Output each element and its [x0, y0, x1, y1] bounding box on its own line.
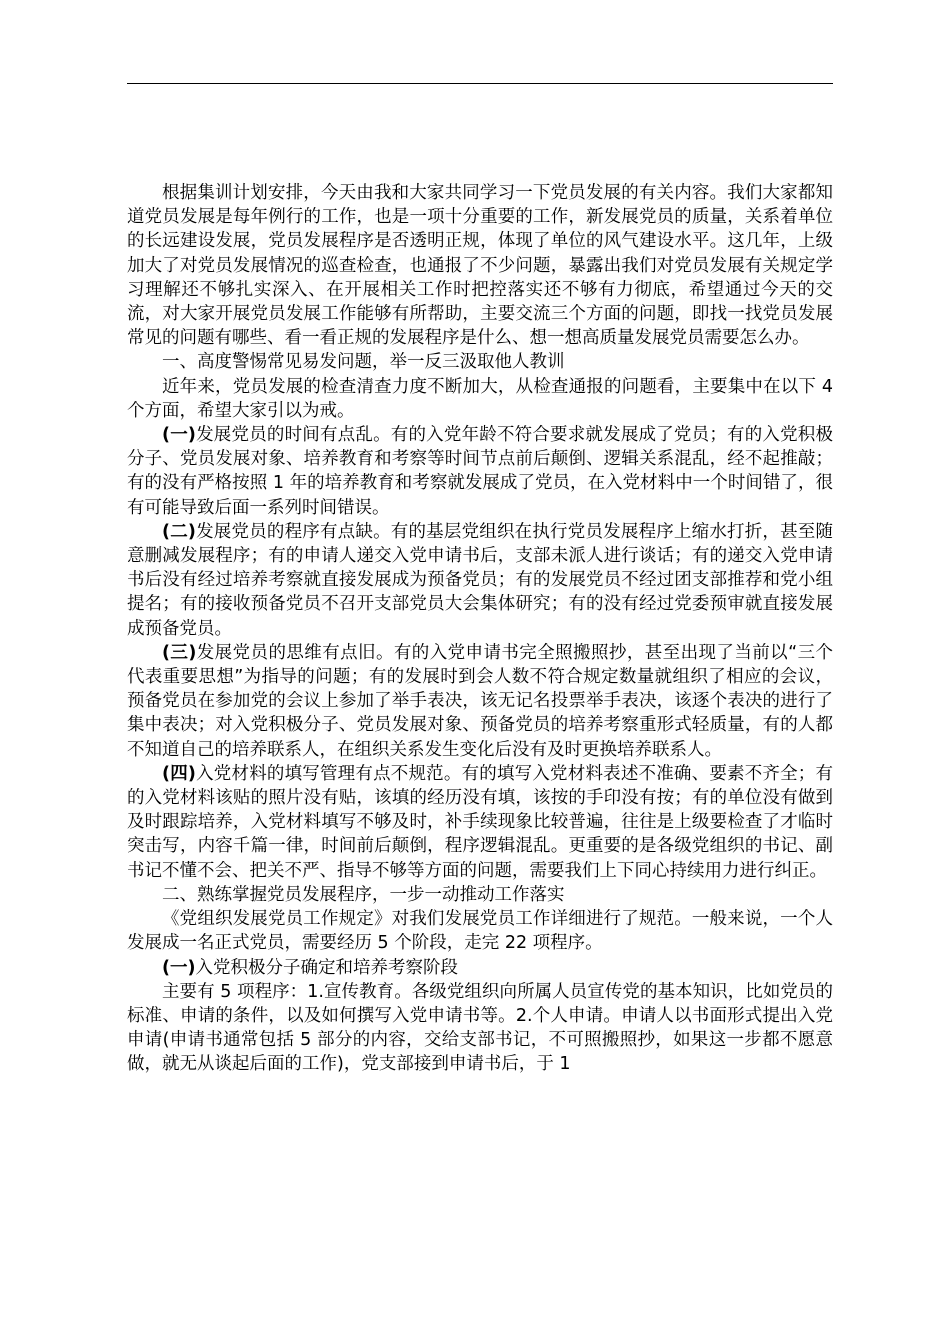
stage-1-number: (一)	[162, 957, 196, 978]
stage-1-body-paragraph: 主要有 5 项程序：1.宣传教育。各级党组织向所属人员宣传党的基本知识，比如党员的标准、申请的条件，以及如何撰写入党申请书等。2.个人申请。申请人以书面形式提出入党申请(申请书通常包括 5 部分的内容，交给支部书记，不可照搬照抄，如果这一步都不愿意做，就无从谈起后面的工作)，党支部接到申请书后，于 1	[127, 981, 833, 1075]
document-body	[127, 181, 833, 1077]
issue-2-paragraph	[127, 520, 833, 641]
stage-1-title: 入党积极分子确定和培养考察阶段	[195, 957, 458, 978]
issue-3-paragraph	[127, 641, 833, 762]
issue-2-text: 发展党员的程序有点缺。有的基层党组织在执行党员发展程序上缩水打折，甚至随意删减发展程序；有的申请人递交入党申请书后，支部未派人进行谈话；有的递交入党申请书后没有经过培养考察就直接发展成为预备党员；有的发展党员不经过团支部推荐和党小组提名；有的接收预备党员不召开支部党员大会集体研究；有的没有经过党委预审就直接发展成预备党员。	[127, 521, 834, 639]
issue-2-number: (二)	[162, 521, 196, 542]
issue-1-text: 发展党员的时间有点乱。有的入党年龄不符合要求就发展成了党员；有的入党积极分子、党员发展对象、培养教育和考察等时间节点前后颠倒、逻辑关系混乱，经不起推敲；有的没有严格按照 1 年的培养教育和考察就发展成了党员，在入党材料中一个时间错了，很有可能导致后面一系列时间错误。	[127, 425, 834, 518]
intro-paragraph: 根据集训计划安排，今天由我和大家共同学习一下党员发展的有关内容。我们大家都知道党员发展是每年例行的工作，也是一项十分重要的工作，新发展党员的质量，关系着单位的长远建设发展，党员发展程序是否透明正规，体现了单位的风气建设水平。这几年，上级加大了对党员发展情况的巡查检查，也通报了不少问题，暴露出我们对党员发展有关规定学习理解还不够扎实深入、在开展相关工作时把控落实还不够有力彻底，希望通过今天的交流，对大家开展党员发展工作能够有所帮助，主要交流三个方面的问题，即找一找党员发展常见的问题有哪些、看一看正规的发展程序是什么、想一想高质量发展党员需要怎么办。	[127, 183, 833, 349]
issue-4-text: 入党材料的填写管理有点不规范。有的填写入党材料表述不准确、要素不齐全；有的入党材料该贴的照片没有贴，该填的经历没有填，该按的手印没有按；有的单位没有做到及时跟踪培养，入党材料填写不够及时，补手续现象比较普遍，往往是上级要检查了才临时突击写，内容千篇一律，时间前后颠倒，程序逻辑混乱。更重要的是各级党组织的书记、副书记不懂不会、把关不严、指导不够等方面的问题，需要我们上下同心持续用力进行纠正。	[127, 763, 834, 881]
issue-4-paragraph	[127, 762, 833, 883]
section-1-lead-paragraph: 近年来，党员发展的检查清查力度不断加大，从检查通报的问题看，主要集中在以下 4 个方面，希望大家引以为戒。	[127, 376, 833, 421]
stage-1-heading	[127, 956, 833, 980]
header-rule	[127, 83, 833, 84]
issue-1-number: (一)	[162, 425, 196, 446]
issue-3-text: 发展党员的思维有点旧。有的入党申请书完全照搬照抄，甚至出现了当前以“三个代表重要思想”为指导的问题；有的发展时到会人数不符合规定数量就组织了相应的会议，预备党员在参加党的会议上参加了举手表决，该无记名投票举手表决，该逐个表决的进行了集中表决；对入党积极分子、党员发展对象、预备党员的培养考察重形式轻质量，有的人都不知道自己的培养联系人，在组织关系发生变化后没有及时更换培养联系人。	[127, 642, 833, 760]
section-2-lead-paragraph: 《党组织发展党员工作规定》对我们发展党员工作详细进行了规范。一般来说，一个人发展成一名正式党员，需要经历 5 个阶段，走完 22 项程序。	[127, 909, 833, 954]
section-2-heading: 二、熟练掌握党员发展程序，一步一动推动工作落实	[162, 884, 565, 905]
issue-1-paragraph	[127, 423, 833, 520]
section-1-heading: 一、高度警惕常见易发问题，举一反三汲取他人教训	[162, 352, 565, 373]
issue-4-number: (四)	[162, 763, 196, 784]
issue-3-number: (三)	[162, 642, 197, 663]
